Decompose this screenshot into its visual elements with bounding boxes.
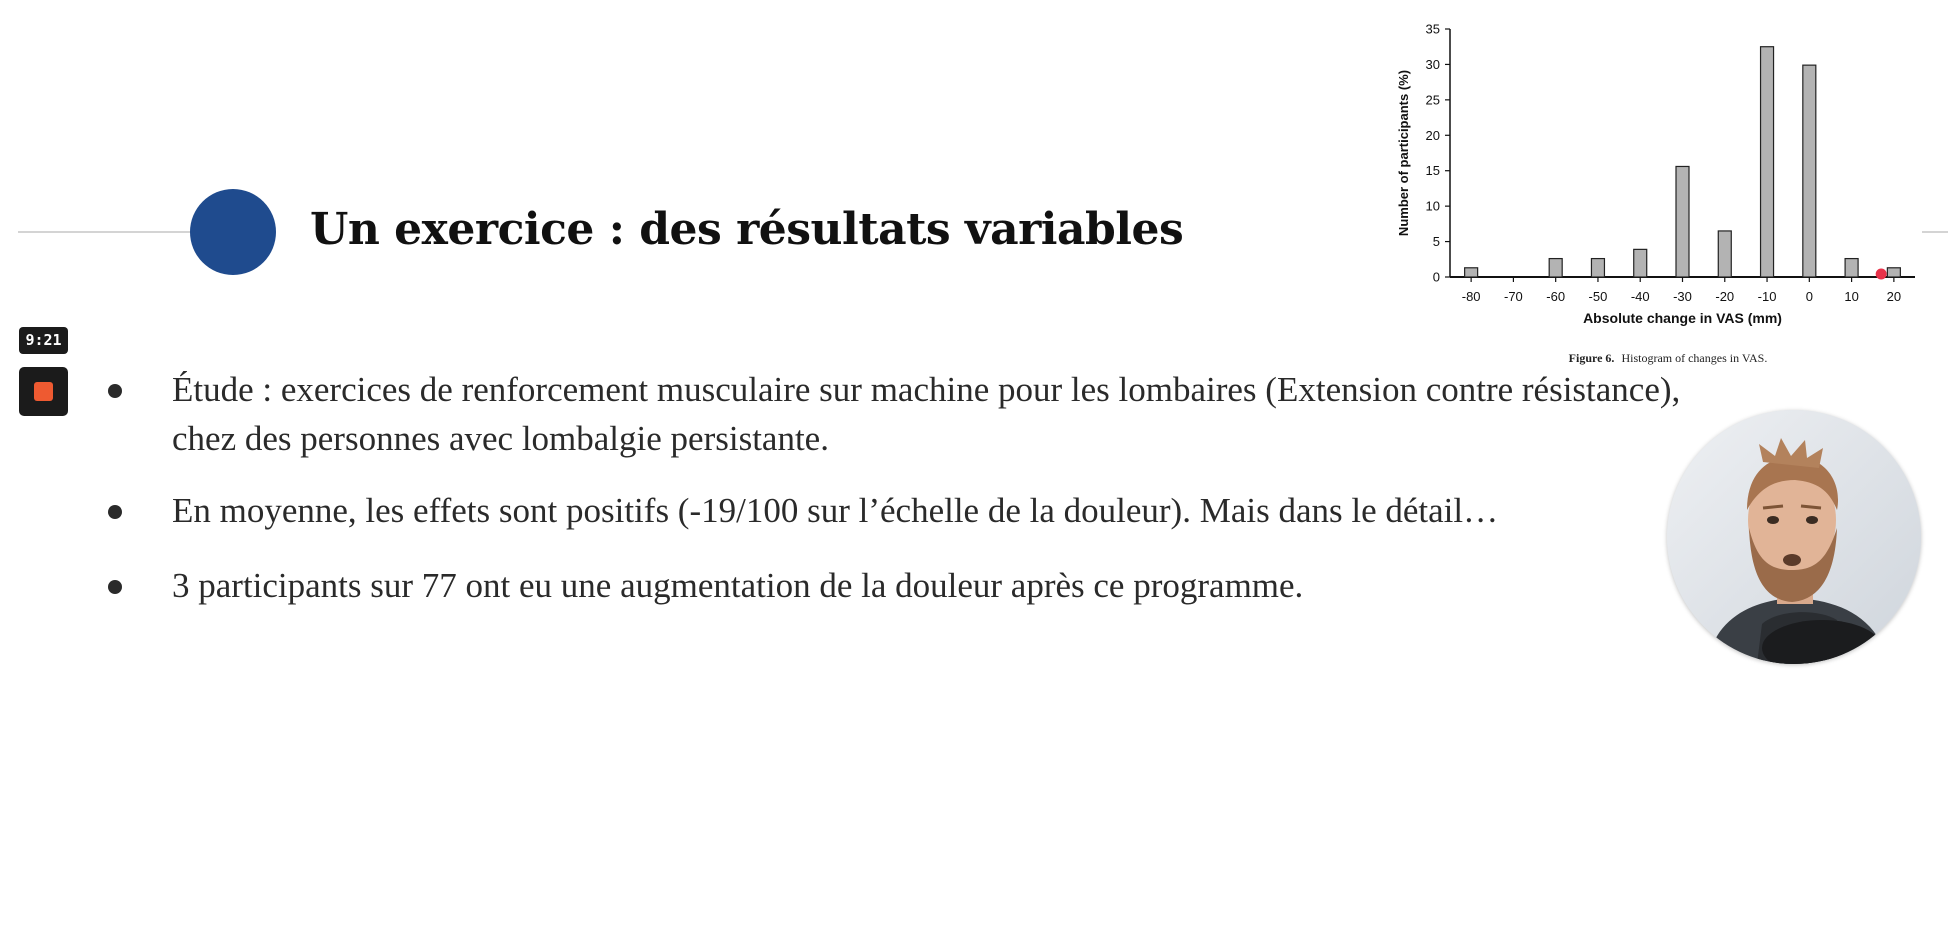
chart-x-tick-label: -60 xyxy=(1546,289,1566,304)
chart-x-tick-label: -20 xyxy=(1715,289,1735,304)
chart-x-tick-label: -80 xyxy=(1461,289,1481,304)
bullet-marker xyxy=(108,384,122,398)
presenter-webcam xyxy=(1667,410,1921,664)
chart-bar xyxy=(1676,166,1689,277)
chart-x-tick-label: -70 xyxy=(1504,289,1523,304)
chart-bars xyxy=(1465,47,1901,280)
bullet-item-increase: 3 participants sur 77 ont eu une augmentation de la douleur après ce programme. xyxy=(172,566,1304,605)
title-accent-circle xyxy=(190,189,276,275)
chart-y-axis-label: Number of participants (%) xyxy=(1396,69,1411,237)
chart-y-tick-label: 20 xyxy=(1425,127,1440,143)
chart-y-tick-label: 5 xyxy=(1432,234,1440,250)
chart-x-tick-label: 0 xyxy=(1805,289,1813,304)
bullet-item-study: Étude : exercices de renforcement musculaire sur machine pour les lombaires (Extension contre résistance), chez des personnes avec lombalgie persistante. xyxy=(172,370,1681,458)
chart-x-tick-label: -50 xyxy=(1588,289,1608,304)
bullet-item-average: En moyenne, les effets sont positifs (-19/100 sur l’échelle de la douleur). Mais dans le détail… xyxy=(172,491,1499,530)
chart-y-ticks xyxy=(1426,22,1450,285)
chart-y-tick-label: 15 xyxy=(1425,163,1440,179)
chart-x-ticks xyxy=(1462,277,1901,304)
slide-title: Un exercice : des résultats variables xyxy=(310,204,1184,255)
figure-caption-label: Figure 6. xyxy=(1568,351,1615,365)
stop-square-icon xyxy=(34,382,53,401)
vas-histogram-figure xyxy=(1390,10,1930,370)
chart-highlight-marker xyxy=(1876,269,1887,280)
chart-bar xyxy=(1761,47,1774,277)
chart-bar xyxy=(1549,259,1562,277)
chart-x-tick-label: -10 xyxy=(1757,289,1777,304)
chart-bar xyxy=(1634,249,1647,277)
figure-caption xyxy=(1569,351,1768,365)
chart-x-tick-label: 20 xyxy=(1886,289,1902,304)
chart-bar xyxy=(1465,268,1478,277)
recording-timer: 9:21 xyxy=(19,327,68,354)
chart-y-tick-label: 10 xyxy=(1425,198,1440,214)
chart-bar xyxy=(1887,268,1900,277)
chart-x-tick-label: 10 xyxy=(1844,289,1859,304)
chart-x-tick-label: -40 xyxy=(1630,289,1650,304)
chart-x-axis-label: Absolute change in VAS (mm) xyxy=(1583,310,1782,326)
chart-bar xyxy=(1718,231,1731,277)
histogram-chart xyxy=(1390,10,1930,370)
bullet-marker xyxy=(108,580,122,594)
figure-caption-text: Histogram of changes in VAS. xyxy=(1621,351,1768,365)
chart-y-tick-label: 25 xyxy=(1425,92,1440,108)
presenter-avatar xyxy=(1667,410,1921,664)
title-divider-line xyxy=(18,231,196,233)
chart-y-tick-label: 30 xyxy=(1425,56,1440,72)
chart-bar xyxy=(1803,65,1816,277)
bullet-marker xyxy=(108,505,122,519)
chart-bar xyxy=(1591,259,1604,277)
chart-x-tick-label: -30 xyxy=(1673,289,1692,304)
chart-y-tick-label: 35 xyxy=(1425,21,1440,37)
stop-recording-button[interactable] xyxy=(19,367,68,416)
chart-y-tick-label: 0 xyxy=(1432,269,1440,285)
chart-bar xyxy=(1845,259,1858,277)
